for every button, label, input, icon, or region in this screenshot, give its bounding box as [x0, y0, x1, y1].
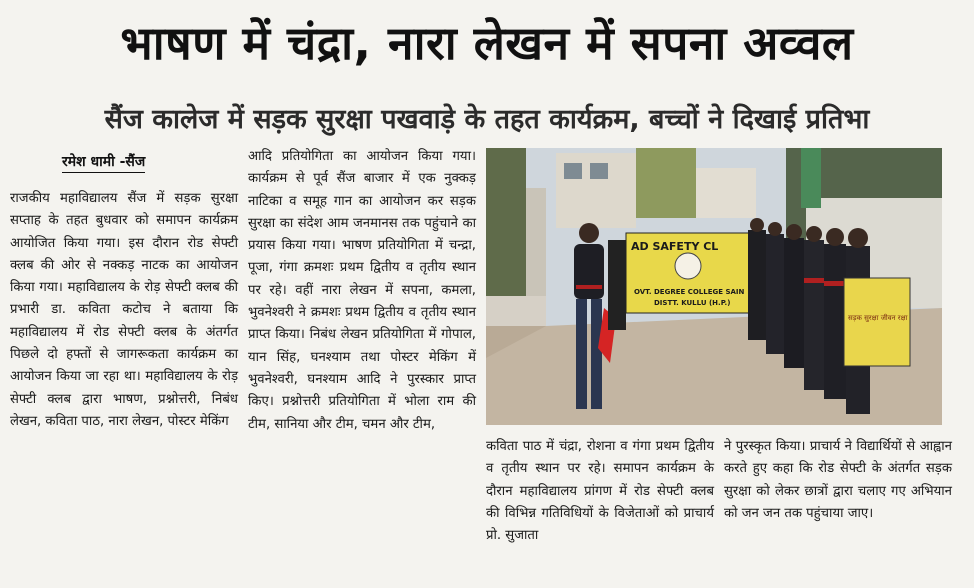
photo-green-pillar	[801, 148, 821, 208]
sign-text: सड़क सुरक्षा जीवन रक्षा	[848, 314, 908, 322]
headline: भाषण में चंद्रा, नारा लेखन में सपना अव्वल	[120, 16, 854, 70]
news-photo	[486, 148, 942, 425]
photo-banner-emblem	[675, 253, 701, 279]
article-column-3	[486, 436, 714, 547]
article-column-4	[724, 436, 952, 525]
photo-building-2	[696, 168, 756, 218]
rally-photo-illustration	[486, 148, 942, 425]
photo-wall	[486, 296, 546, 326]
column-3-text: कविता पाठ में चंद्रा, रोशना व गंगा प्रथम द्वितीय व तृतीय स्थान पर रहे। समापन कार्यक्रम के दौरान महाविद्यालय प्रांगण में रोड सेफ्टी क्लब की विभिन्न गतिविधियों के विजेताओं को प्राचार्य प्रो. सुजाता	[486, 439, 714, 544]
photo-window	[590, 163, 608, 179]
column-1-text: राजकीय महाविद्यालय सैंज में सड़क सुरक्षा सप्ताह के तहत बुधवार को समापन कार्यक्रम आयोजित किया गया। इस दौरान रोड सेफ्टी क्लब की ओर से नक्कड़ नाटक का आयोजन किया गया। महाविद्यालय के रोड़ सेफ्टी क्लब की प्रभारी डा. कविता कटोच ने बताया कि महाविद्यालय में रोड सेफ्टी क्लब के अंतर्गत पिछले दो हफ्तों से जागरूकता कार्यक्रम का आयोजन किया जा रहा था। महाविद्यालय के रोड़ सेफ्टी क्लब द्वारा भाषण, प्रश्नोत्तरी, निबंध लेखन, कविता पाठ, नारा लेखन, पोस्टर मेकिंग	[10, 191, 238, 429]
byline: रमेश धामी -सैंज	[62, 152, 145, 173]
column-2-text: आदि प्रतियोगिता का आयोजन किया गया। कार्यक्रम से पूर्व सैंज बाजार में एक नुक्कड़ नाटिका व समूह गान का आयोजन कर सड़क सुरक्षा का संदेश आम जनमानस तक पहुंचाने का प्रयास किया गया। भाषण प्रतियोगिता में चन्द्रा, पूजा, गंगा क्रमशः प्रथम द्वितीय व तृतीय स्थान पर रहे। वहीं नारा लेखन में सपना, कमला, भुवनेश्वरी ने क्रमशः प्रथम द्वितीय व तृतीय स्थान प्राप्त किया। निबंध लेखन प्रतियोगिता में गोपाल, यान सिंह, घनश्याम तथा पोस्टर मेकिंग में भुवनेश्वरी, घनश्याम आदि ने पुरस्कार प्राप्त किए। प्रश्नोत्तरी प्रतियोगिता में भोला राम की टीम, सानिया और टीम, चमन और टीम,	[248, 149, 476, 432]
article-column-1	[10, 188, 238, 433]
photo-window	[564, 163, 582, 179]
photo-tree-mid	[636, 148, 696, 218]
article-column-2	[248, 146, 476, 436]
banner-text-1: AD SAFETY CL	[631, 240, 719, 253]
column-4-text: ने पुरस्कृत किया। प्राचार्य ने विद्यार्थियों से आह्वान करते हुए कहा कि रोड सेफ्टी के अंतर्गत सड़क सुरक्षा को लेकर छात्रों द्वारा चलाए गए अभियान को जन जन तक पहुंचाया जाए।	[724, 439, 952, 521]
photo-handheld-sign	[844, 278, 910, 366]
subheadline: सैंज कालेज में सड़क सुरक्षा पखवाड़े के तहत कार्यक्रम, बच्चों ने दिखाई प्रतिभा	[104, 104, 870, 135]
photo-trees-left	[486, 148, 526, 298]
banner-text-2: OVT. DEGREE COLLEGE SAIN	[634, 288, 745, 296]
banner-text-3: DISTT. KULLU (H.P.)	[654, 299, 731, 307]
